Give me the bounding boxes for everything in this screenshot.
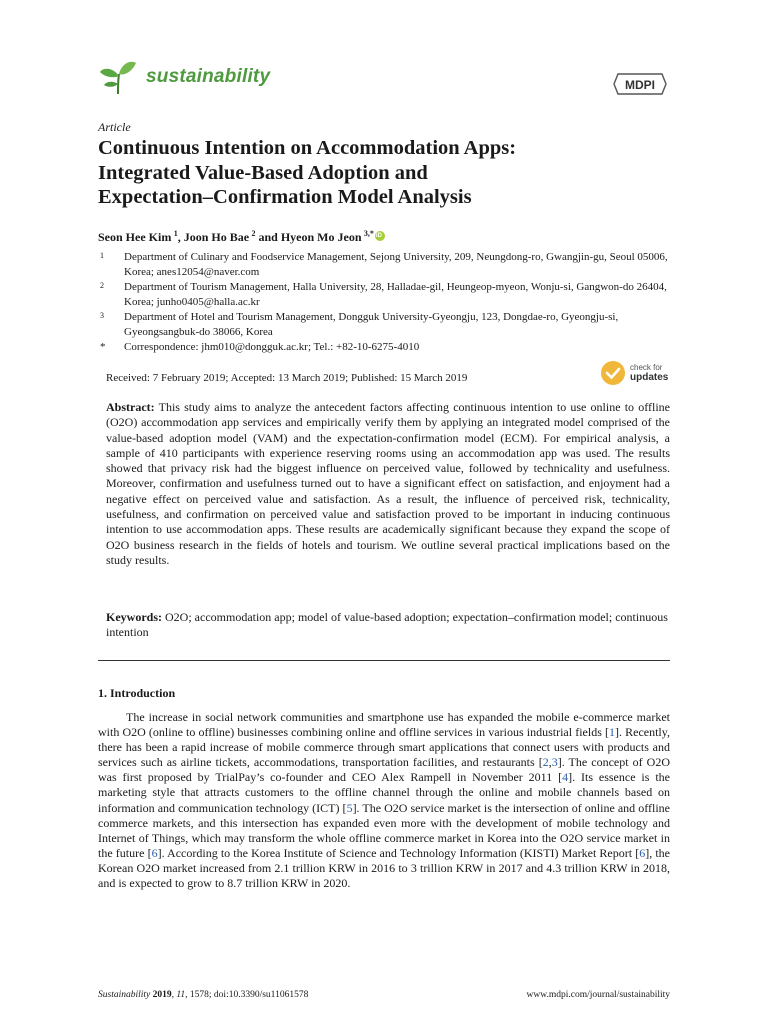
- citation-link[interactable]: 1: [609, 725, 615, 740]
- author-affil-mark: 3,*: [363, 229, 374, 238]
- affiliation-mark: 1: [100, 251, 104, 260]
- intro-text: ]. According to the Korea Institute of Science and Technology Information (KISTI) Market Report [: [157, 845, 640, 860]
- check-updates-icon: [600, 360, 626, 386]
- check-updates-line1: check for: [630, 363, 663, 372]
- author-affil-mark: 2: [251, 229, 256, 238]
- intro-text: ], the Korean O2O market increased from 2.1 trillion KRW in 2016 to 3 trillion KRW in 2017 and 4.3 trillion KRW in 2018, and is expected to grow to 8.7 trillion KRW in 2020.: [98, 845, 671, 891]
- affiliation-text: Department of Culinary and Foodservice Management, Sejong University, 209, Neungdong-ro, Gwangjin-gu, Seoul 05006, Korea; anes12054@naver.com: [124, 251, 668, 279]
- intro-text: ]. The concept of O2O was first proposed by TrialPay’s co-founder and CEO Alex Rampell in November 2011 [: [98, 755, 671, 785]
- affiliation-mark: 2: [100, 281, 104, 290]
- abstract-text: This study aims to analyze the antecedent factors affecting continuous intention to use online to offline (O2O) accommodation app services and empirically verify them by applying an integrated model comprised of the value-based adoption model (VAM) and the expectation-confirmation model (ECM). For empirical analysis, a sample of 410 participants with experience reserving rooms using an accommodation app was used. The results showed that privacy risk had the biggest influence on perceived value, followed by technicality and usefulness. Moreover, confirmation and usefulness turned out to have a significant effect on satisfaction, and enjoyment had a negative effect on perceived value and satisfaction. As a result, the influence of perceived risk, technicality, usefulness, and confirmation on perceived value and satisfaction proved to be important in inducing continuous intention to use accommodation apps. These results are academically significant because they expand the scope of O2O business research in the fields of hotels and tourism. We outline several practical implications based on the study results.: [106, 400, 670, 567]
- abstract-label: Abstract:: [106, 400, 155, 414]
- author-separator: and: [255, 230, 281, 244]
- title-line: Continuous Intention on Accommodation Apps:: [98, 137, 517, 159]
- footer-url[interactable]: www.mdpi.com/journal/sustainability: [526, 990, 670, 1000]
- affiliation-mark: 3: [100, 311, 104, 320]
- affiliation-text: Department of Tourism Management, Halla University, 28, Halladae-gil, Heungeop-myeon, Wonju-si, Gangwon-do 26404, Korea; junho0405@halla.ac.kr: [124, 281, 667, 309]
- check-updates-line2: updates: [630, 372, 669, 383]
- keywords-label: Keywords:: [106, 610, 162, 624]
- affiliation-text: Department of Hotel and Tourism Management, Dongguk University-Gyeongju, 123, Dongdae-ro, Gyeongju-si, Gyeongsangbuk-do 38066, Korea: [124, 311, 619, 339]
- correspondence-text: Correspondence: jhm010@dongguk.ac.kr; Tel.: +82-10-6275-4010: [124, 341, 420, 353]
- intro-text: The increase in social network communities and smartphone use has expanded the mobile e-commerce market with O2O (online to offline) businesses combining online and offline services in various industrial fields [: [98, 710, 670, 740]
- intro-paragraph: [98, 710, 670, 891]
- intro-text: ]. Recently, there has been a rapid increase of mobile commerce through smart applications that connect users with products and services such as airline tickets, accommodations, transportation facilities, and restaurants [: [98, 725, 670, 770]
- citation-link[interactable]: 3: [551, 755, 558, 770]
- mdpi-logo[interactable]: [612, 70, 668, 98]
- abstract: [106, 400, 670, 568]
- citation-link[interactable]: 6: [151, 845, 158, 860]
- check-for-updates-button[interactable]: [600, 360, 680, 388]
- page-title: [98, 136, 678, 210]
- citation-link[interactable]: 2: [542, 755, 549, 770]
- footer-journal: Sustainability: [98, 990, 151, 1000]
- section-divider: [98, 660, 670, 661]
- author-name[interactable]: Hyeon Mo Jeon: [280, 230, 362, 244]
- leaf-sprout-icon: [98, 58, 138, 98]
- publication-dates: Received: 7 February 2019; Accepted: 13 March 2019; Published: 15 March 2019: [106, 372, 468, 384]
- section-heading: 1. Introduction: [98, 686, 176, 700]
- footer-citation: Sustainability 2019, 11, 1578; doi:10.3390/su11061578: [98, 990, 309, 1000]
- author-name[interactable]: Joon Ho Bae: [183, 230, 250, 244]
- footer-doi[interactable]: , 1578; doi:10.3390/su11061578: [185, 990, 309, 1000]
- intro-text: ]. Its essence is the marketing style that attracts customers to the offline channel through the online and mobile channels based on information and communication technology (ICT) [: [98, 770, 670, 815]
- article-type: Article: [98, 120, 131, 134]
- author-name[interactable]: Seon Hee Kim: [98, 230, 172, 244]
- citation-link[interactable]: 4: [562, 770, 569, 785]
- citation-link[interactable]: 6: [639, 845, 646, 860]
- journal-name[interactable]: sustainability: [146, 66, 271, 87]
- author-list: [98, 229, 385, 245]
- intro-text: ,: [548, 755, 552, 770]
- affiliation-mark: *: [100, 341, 106, 353]
- intro-text: ]. The O2O service market is the intersection of online and offline commerce markets, and this intersection has expanded even more with the development of mobile technology and Internet of Things, which may transform the whole offline commerce market in Korea into the O2O service market in the future [: [98, 800, 670, 860]
- title-line: Integrated Value-Based Adoption and: [98, 161, 428, 184]
- citation-link[interactable]: 5: [346, 800, 353, 815]
- keywords-text: O2O; accommodation app; model of value-based adoption; expectation–confirmation model; continuous intention: [106, 610, 668, 640]
- author-affil-mark: 1: [173, 229, 178, 238]
- author-separator: ,: [177, 230, 184, 244]
- title-line: Expectation–Confirmation Model Analysis: [98, 186, 472, 208]
- mdpi-logo-text: MDPI: [625, 78, 655, 92]
- footer-year: 2019: [152, 990, 172, 1000]
- footer-volume: 11: [176, 990, 186, 1000]
- orcid-icon[interactable]: [375, 231, 385, 241]
- keywords: [106, 610, 670, 641]
